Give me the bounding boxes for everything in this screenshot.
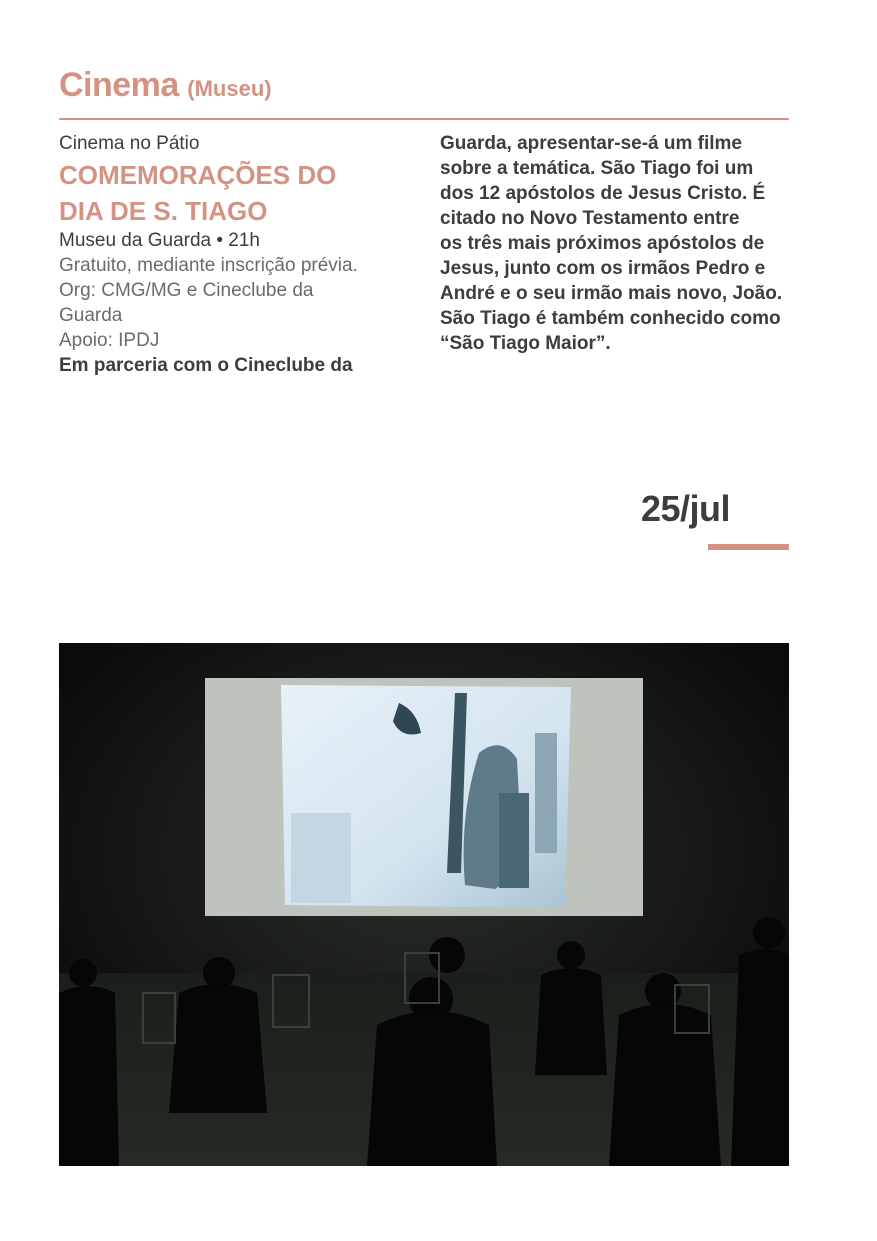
description-line: “São Tiago Maior”.: [440, 333, 611, 354]
event-date: 25/jul: [640, 488, 730, 529]
description-line: citado no Novo Testamento entre: [440, 208, 740, 229]
header-divider: [59, 118, 789, 120]
event-detail: Gratuito, mediante inscrição prévia.: [59, 255, 358, 276]
event-detail: Apoio: IPDJ: [59, 330, 160, 351]
event-kicker: Cinema no Pátio: [59, 133, 200, 154]
date-accent-bar: [708, 544, 789, 550]
event-partnership: Em parceria com o Cineclube da: [59, 355, 353, 376]
section-header: [59, 66, 272, 105]
event-title-line-1: COMEMORAÇÕES DO: [59, 160, 337, 190]
description-line: Guarda, apresentar-se-á um filme: [440, 133, 742, 154]
description-line: Jesus, junto com os irmãos Pedro e: [440, 258, 766, 279]
section-subtitle: (Museu): [187, 76, 272, 101]
event-info-column: [59, 131, 419, 378]
description-line: André e o seu irmão mais novo, João.: [440, 283, 783, 304]
event-description-column: [440, 131, 800, 356]
event-detail: Guarda: [59, 305, 123, 326]
description-line: São Tiago é também conhecido como: [440, 308, 781, 329]
outdoor-cinema-photo: [59, 643, 789, 1166]
event-photo: [59, 643, 789, 1166]
description-line: os três mais próximos apóstolos de: [440, 233, 765, 254]
description-line: dos 12 apóstolos de Jesus Cristo. É: [440, 183, 766, 204]
description-line: sobre a temática. São Tiago foi um: [440, 158, 754, 179]
event-title-line-2: DIA DE S. TIAGO: [59, 196, 268, 226]
event-venue-time: Museu da Guarda • 21h: [59, 230, 261, 251]
section-title: Cinema: [59, 66, 179, 104]
event-detail: Org: CMG/MG e Cineclube da: [59, 280, 314, 301]
